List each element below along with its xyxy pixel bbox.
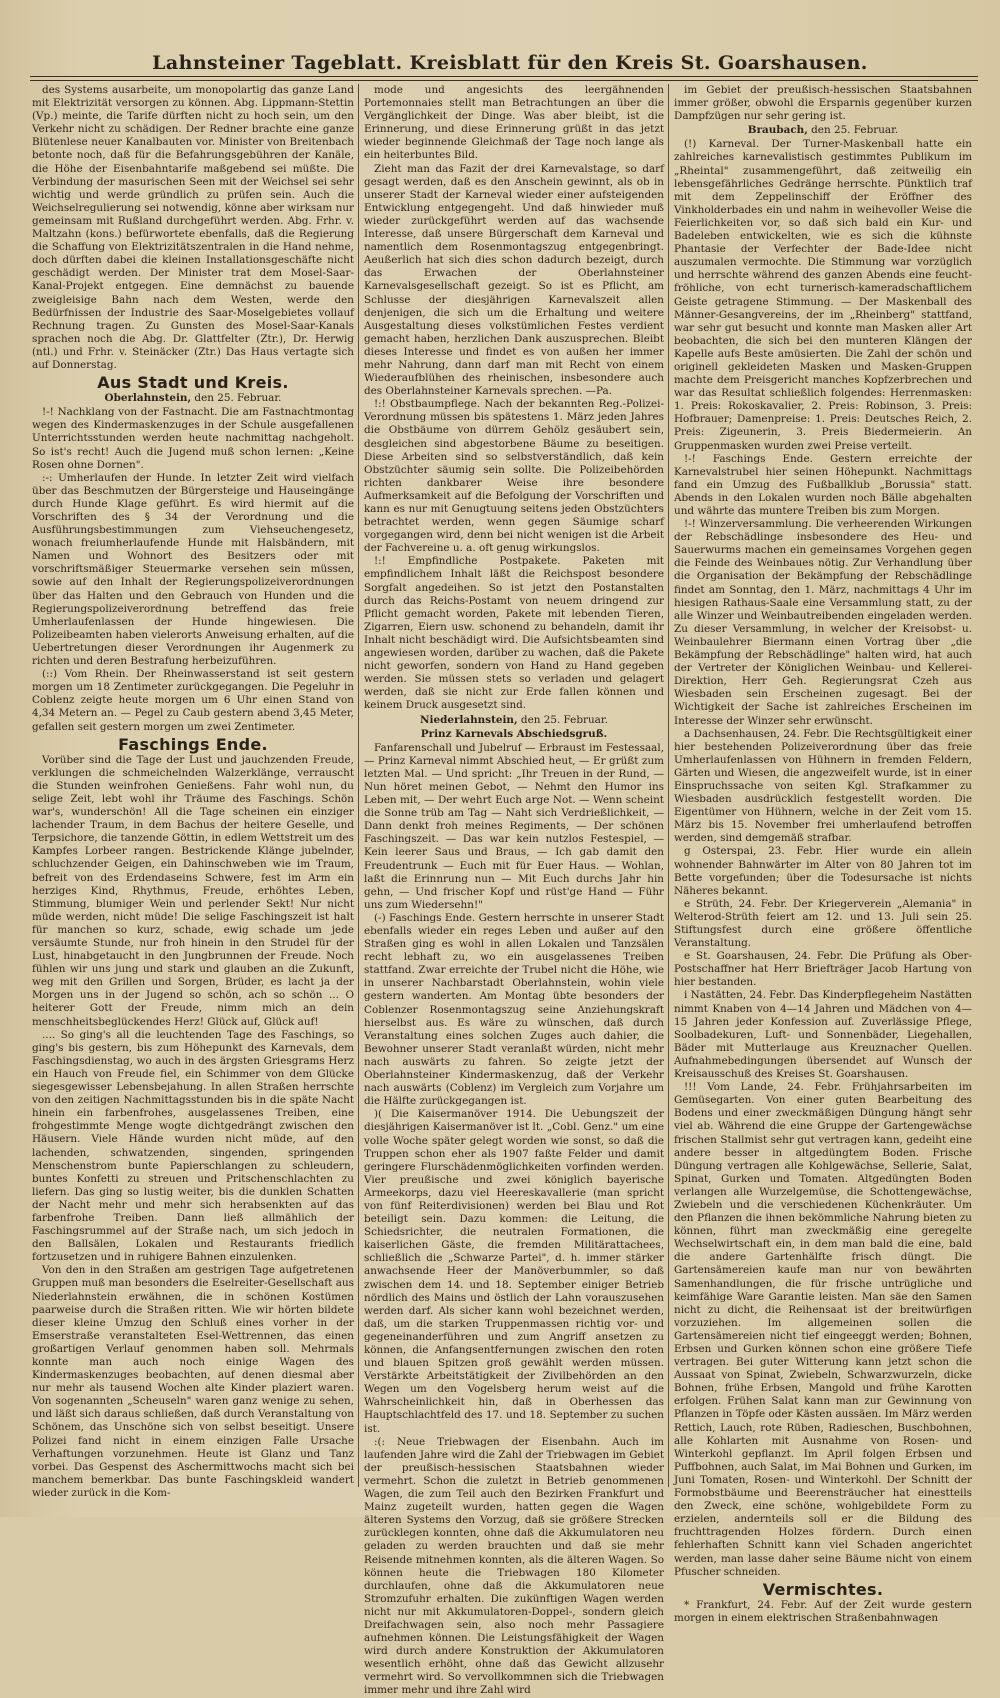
article-paragraph: * Frankfurt, 24. Febr. Auf der Zeit wurde gestern morgen in einem elektrischen Straßenbahnwagen <box>674 1598 972 1624</box>
column-separator <box>668 84 669 1487</box>
article-paragraph: e St. Goarshausen, 24. Febr. Die Prüfung als Ober-Postschaffner hat Herr Briefträger Jacob Hartung von hier bestanden. <box>674 950 972 989</box>
article-paragraph: Zieht man das Fazit der drei Karnevalstage, so darf gesagt werden, daß es den Anschein gewinnt, als ob in unserer Stadt der Karneval wieder einer aufsteigenden Entwicklung entgegengeht. Und daß hinwieder muß wieder zurückgeführt werden auf das wachsende Interesse, daß unsere Bürgerschaft dem Karneval und namentlich dem Rosenmontagszug entgegenbringt. Aeußerlich hat sich dies schon dadurch bezeigt, durch das Erwachen der Oberlahnsteiner Karnevalsgesellschaft gezeigt. So ist es Pflicht, am Schlusse der diesjährigen Karnevalszeit allen denjenigen, die sich um die Erhaltung und weitere Ausgestaltung dieses volkstümlichen Festes verdient gemacht haben, herzlichen Dank auszusprechen. Bleibt dieses Interesse und findet es von außen her immer mehr Nahrung, dann darf man mit Recht von einem Wiederaufblühen des rheinischen, insbesondere auch des Oberlahnsteiner Karnevals sprechen. —Pa. <box>364 162 664 398</box>
article-paragraph: !!! Vom Lande, 24. Febr. Frühjahrsarbeiten im Gemüsegarten. Von einer guten Bearbeitung des Bodens und einer zweckmäßigen Düngung hängt sehr viel ab. Während die eine Gruppe der Gartengewächse frischen Stallmist sehr gut vertragen kann, gedeiht eine andere besser in altgedüngtem Boden. Frische Düngung vertragen alle Kohlgewächse, Sellerie, Salat, Spinat, Gurken und Tomaten. Altgedüngten Boden verlangen alle Wurzelgemüse, die Schottengewächse, Zwiebeln und die verschiedenen Küchenkräuter. Um den Pflanzen die ihnen bekömmliche Nahrung bieten zu können, führt man zweckmäßig eine geregelte Wechselwirtschaft ein, in dem man bald die eine, bald die andere Gartenhälfte frisch düngt. Die Gartensämereien kaufe man nur von bewährten Samenhandlungen, die für frische untrügliche und keimfähige Ware Garantie leisten. Man säe den Samen nicht zu dicht, die Reihensaat ist der breitwürfigen vorzuziehen. Im allgemeinen sollen die Gartensämereien nicht tief eingeeggt werden; Bohnen, Erbsen und Gurken können schon eine größere Tiefe vertragen. Bei guter Witterung kann jetzt schon die Aussaat von Spinat, Zwiebeln, Schwarzwurzeln, dicke Bohnen, frühe Erbsen, Mangold und frühe Karotten erfolgen. Frühen Salat kann man zur Gewinnung von Pflanzen in Töpfe oder Kästen aussäen. Im März werden Rettich, Lauch, rote Rüben, Radieschen, Buschbohnen, alle Kohlarten mit Ausnahme von Rosen- und Winterkohl gepflanzt. Im April folgen Erbsen und Puffbohnen, auch Salat, im Mai Bohnen und Gurken, im Juni Tomaten, Rosen- und Winterkohl. Der Schnitt der Formobstbäume und Beerensträucher hat einestteils den Zweck, eine schöne, wohlgebildete Form zu erzielen, andernteils soll er die Bildung des fruchttragenden Holzes fördern. Durch einen fehlerhaften Schnitt kann viel Schaden angerichtet werden, man lasse daher seine Bäume nicht von einem Pfuscher schneiden. <box>674 1081 972 1578</box>
article-paragraph: Vorüber sind die Tage der Lust und jauchzenden Freude, verklungen die schmeichelnden Walzerklänge, verrauscht die Stunden weinfrohen Genießens. Fahr wohl nun, du selige Zeit, lebt wohl ihr Träume des Faschings. Schön war's, wunderschön! All die Tage scheinen ein einziger lachender Traum, in dem Bachus der heitere Geselle, und Terpsichore, die tanzende Göttin, in edlem Wettstreit um des Kampfes Lorbeer rangen. Bestrickende Klänge jubelnder, schluchzender Geigen, ein Dahinschweben wie im Traum, befreit von des Erdendaseins Schwere, fest im Arm ein herziges Kind, Rhythmus, Freude, erhöhtes Leben, Stimmung, blumiger Wein und perlender Sekt! Nur nicht müde werden, nicht müde! Die selige Faschingszeit ist halt für manchen so kurz, schade, ewig schade um jede versäumte Stunde, nur froh hinein in den Strudel für der Lust, hinabgetaucht in den Jungbrunnen der Freude. Noch fühlen wir uns jung und stark und glauben an die Zukunft, weg mit den Grillen und Sorgen, Brüder, es lacht ja der Morgen uns in der Jugend so schön, ach so schön ... O heiterer Gott der Freude, nimm mich an dein menschheitsbeglückendes Herz! Glück auf, Glück auf! <box>32 753 354 1028</box>
article-paragraph: !-! Nachklang von der Fastnacht. Die am Fastnachtmontag wegen des Kindermaskenzuges in der Schule ausgefallenen Unterrichtsstunden werden heute nachmittag nachgeholt. So ist's recht! Auch die Jugend muß schon lernen: „Keine Rosen ohne Dornen". <box>32 406 354 471</box>
section-heading: Vermischtes. <box>762 1579 884 1599</box>
dateline-date: den 25. Februar. <box>811 124 899 137</box>
article-paragraph: a Dachsenhausen, 24. Febr. Die Rechtsgültigkeit einer hier bestehenden Polizeiverordnung über das freie Umherlaufenlassen von Hühnern in fremden Feldern, Gärten und Wiesen, die angezweifelt wurde, ist in einer Einspruchssache von seiten Kgl. Strafkammer zu Wiesbaden ausdrücklich festgestellt worden. Die Eigentümer von Hühnern, welche in der Zeit vom 15. März bis 15. November frei umherlaufend betroffen werden, sind demgemäß strafbar. <box>674 727 972 845</box>
article-paragraph: des Systems ausarbeite, um monopolartig das ganze Land mit Elektrizität versorgen zu können. Abg. Lippmann-Stettin (Vp.) meinte, die Tarife dürften nicht zu hoch sein, um den Verkehr nicht zu schädigen. Der Redner brachte eine ganze Blütenlese neuer Kanalbauten vor. Minister von Breitenbach betonte noch, daß für die Befahrungsgebühren der Kanäle, die Höhe der Eisenbahntarife maßgebend sei müßte. Die Verbindung der masurischen Seen mit der Weichsel sei sehr wichtig und werde gründlich zu prüfen sein. Auch die Weichselregulierung sei notwendig, könne aber wirksam nur gemeinsam mit Rußland durchgeführt werden. Abg. Frhr. v. Maltzahn (kons.) befürwortete ebenfalls, daß die Regierung die Schaffung von Elektrizitätszentralen in die Hand nehme, doch dürften dabei die kleinen Installationsgeschäfte nicht geschädigt werden. Der Minister trat dem Mosel-Saar-Kanal-Projekt entgegen. Eine demnächst zu bauende zweigleisige Bahn nach dem Westen, werde den Bedürfnissen der Industrie des Saar-Moselgebietes vollauf Rechnung tragen. Zu Gunsten des Mosel-Saar-Kanals sprachen noch die Abg. Dr. Glattfelter (Ztr.), Dr. Herwig (ntl.) und Frhr. v. Steinäcker (Ztr.) Das Haus vertagte sich auf Donnerstag. <box>32 84 354 371</box>
column-2 <box>364 84 664 1697</box>
article-paragraph: (-) Faschings Ende. Gestern herrschte in unserer Stadt ebenfalls wieder ein reges Leben und außer auf den Straßen ging es wohl in allen Lokalen und Tanzsälen recht lebhaft zu, wo ein ausgelassenes Treiben stattfand. Zwar erreichte der Trubel nicht die Höhe, wie in unserer Nachbarstadt Oberlahnstein, wohin viele gestern wanderten. Am Montag übte besonders der Coblenzer Rosenmontagszug seine Anziehungskraft hierselbst aus. Es wäre zu wünschen, daß durch Veranstaltung eines solchen Zuges auch dahier, die Bewohner unserer Stadt veranlaßt würden, nicht mehr nach auswärts zu fahren. So zeigte jetzt der Oberlahnsteiner Kindermaskenzug, daß der Verkehr nach auswärts (Coblenz) im Vergleich zum Vorjahre um die Hälfte zurückgegangen ist. <box>364 911 664 1108</box>
article-paragraph: (::) Vom Rhein. Der Rheinwasserstand ist seit gestern morgen um 18 Zentimeter zurückgegangen. Die Pegeluhr in Coblenz zeigte heute morgen um 6 Uhr einen Stand von 4,34 Metern an. — Pegel zu Caub gestern abend 3,45 Meter, gefallen seit gestern morgen um zwei Zentimeter. <box>32 668 354 733</box>
dateline <box>32 392 354 405</box>
header-rule-thin <box>30 80 978 81</box>
article-paragraph: :(: Neue Triebwagen der Eisenbahn. Auch im laufenden Jahre wird die Zahl der Triebwagen im Gebiet der preußisch-hessischen Staatsbahnen wieder vermehrt. Schon die zuletzt in Betrieb genommenen Wagen, die zum Teil auch den Bezirken Frankfurt und Mainz zugeteilt wurden, hatten gegen die Wagen älteren Systems den Vorzug, daß sie größere Strecken zurücklegen konnten, ohne daß die Akkumulatoren neu geladen zu werden brauchten und daß sie mehr Reisende mitnehmen konnten, als die älteren Wagen. So können heute die Triebwagen 180 Kilometer durchlaufen, ohne daß die Akkumulatoren neue Stromzufuhr erhalten. Die zukünftigen Wagen werden nicht nur mit Akkumulatoren-Doppel-, sondern gleich Dreifachwagen sein, also noch mehr Passagiere aufnehmen können. Die Leistungsfähigkeit der Wagen wird durch andere Konstruktion der Akkumulatoren wesentlich erhöht, ohne daß das Gewicht allzusehr vermehrt wird. So vervollkommnen sich die Triebwagen immer mehr und ihre Zahl wird <box>364 1435 664 1697</box>
article-paragraph: !:! Empfindliche Postpakete. Paketen mit empfindlichem Inhalt läßt die Reichspost besondere Sorgfalt angedeihen. So ist jetzt den Postanstalten durch das Reichs-Postamt von neuem dringend zur Pflicht gemacht worden, Pakete mit lebenden Tieren, Zigarren, Eiern usw. schonend zu behandeln, damit ihr Inhalt nicht beschädigt wird. Die Aufsichtsbeamten sind angewiesen worden, darüber zu wachen, daß die Pakete nicht geworfen, sondern von Hand zu Hand gegeben werden. Sie müssen stets so verladen und gelagert werden, daß sie nicht zur Erde fallen können und keinem Druck ausgesetzt sind. <box>364 555 664 712</box>
article-paragraph: (!) Karneval. Der Turner-Maskenball hatte ein zahlreiches karnevalistisch gestimmtes Publikum im „Rheintal" zusammengeführt, daß zeitweilig ein lebensgefährliches Gedränge herrschte. Pünktlich traf mit dem Zeppelinschiff der Eröffner des Vinkholderbades ein und nahm in weihevoller Weise die Feierlichkeiten vor, so daß sich bald ein Kur- und Badeleben entwickelten, wie es sich die kühnste Phantasie der Verfechter der Bade-Idee nicht auszumalen vermochte. Die Stimmung war vorzüglich und herrschte während des ganzen Abends eine feucht-fröhliche, von echt turnerisch-kameradschaftlichem Geiste getragene Stimmung. — Der Maskenball des Männer-Gesangvereins, der im „Rheinberg" stattfand, war sehr gut besucht und konnte man Masken aller Art beobachten, die sich bei den munteren Klängen der Kapelle aufs Beste amüsierten. Die Zahl der schön und originell gekleideten Masken und Masken-Gruppen machte dem Preisgericht manches Kopfzerbrechen und war das Resultat schließlich folgendes: Herrenmasken: 1. Preis: Rokoskavalier, 2. Preis: Robinson, 3. Preis: Hofbrauer; Damenpreise: 1. Preis: Deutsches Reich, 2. Preis: Zigeunerin, 3. Preis Biedermeierin. An Gruppenmasken wurden zwei Preise verteilt. <box>674 138 972 452</box>
column-3 <box>674 84 972 1624</box>
article-paragraph: e Strüth, 24. Febr. Der Kriegerverein „Alemania" in Welterod-Strüth feiert am 12. und 13. Juli sein 25. Stiftungsfest durch eine größere öffentliche Veranstaltung. <box>674 897 972 950</box>
dateline-date: den 25. Februar. <box>194 392 282 405</box>
column-1 <box>32 84 354 1497</box>
masthead: Lahnsteiner Tageblatt. Kreisblatt für den Kreis St. Goarshausen. <box>152 52 868 74</box>
article-paragraph: )( Die Kaisermanöver 1914. Die Uebungszeit der diesjährigen Kaisermanöver ist lt. „Cobl. Genz." um eine volle Woche später gelegt worden wie sonst, so daß die Truppen schon eher als 1907 faßte Felder und damit geringere Flurschädenmöglichkeiten vorfinden werden. Vier preußische und zwei königlich bayerische Armeekorps, dazu viel Heereskavallerie (man spricht von fünf Reiterdivisionen) werden bei Blau und Rot beteiligt sein. Dazu kommen: die Leitung, die Schiedsrichter, die neutralen Formationen, die kaiserlichen Gäste, die fremden Militärattachees, schließlich die „Schwarze Partei", d. h. immer stärker anwachsende Heer der Manöverbummler, so daß zwischen dem 14. und 18. September einiger Betrieb nördlich des Mains und östlich der Lahn vorauszusehen werden darf. Als sicher kann wohl bezeichnet werden, daß, um die starken Truppenmassen richtig vor- und gegeneinanderführen und zum Angriff ansetzen zu können, die Anfangsentfernungen zwischen den roten und blauen Spitzen groß gewählt werden müssen. Verstärkte Arbeitstätigkeit der Zivilbehörden an den Wegen um den Vogelsberg herum weist auf die Wahrscheinlichkeit hin, daß in Oberhessen das Hauptschlachtfeld des 17. und 18. September zu suchen ist. <box>364 1108 664 1435</box>
column-separator <box>358 84 359 1487</box>
article-paragraph: g Osterspai, 23. Febr. Hier wurde ein allein wohnender Bahnwärter im Alter von 80 Jahren tot im Bette vorgefunden; über die Todesursache ist nichts Näheres bekannt. <box>674 845 972 897</box>
poem-title: Prinz Karnevals Abschiedsgruß. <box>420 727 608 740</box>
dateline-place: Oberlahnstein, <box>104 392 192 405</box>
dateline-place: Braubach, <box>747 124 808 137</box>
header-rule <box>30 76 978 77</box>
dateline-place: Niederlahnstein, <box>420 713 518 726</box>
article-paragraph: .... So ging's all die leuchtenden Tage des Faschings, so ging's bis gestern, bis zum Höhepunkt des Karnevals, dem Faschingsdienstag, wo auch in des ärgsten Griesgrams Herz ein Hauch von Freude fiel, ein Schimmer von dem Glücke siegesgewisser Lebensbejahung. In allen Straßen herrschte von den zeitigen Nachmittagsstunden bis in die späte Nacht hinein ein farbenfrohes, ausgelassenes Treiben, eine frohgestimmte Menge wogte dichtgedrängt zwischen den Häusern. Viele Hände wurden nicht müde, auf den lachenden, schwatzenden, singenden, springenden Menschenstrom bunte Papierschlangen zu schleudern, buntes Konfetti zu streuen und Pritschenschlachten zu liefern. Das ging so lustig weiter, bis die dunklen Schatten der Nacht mehr und mehr sich herabsenkten auf das farbenfrohe Treiben. Dann ließ allmählich der Faschingsrummel auf der Straße nach, um sich jedoch in den Ballsälen, Lokalen und Restaurants friedlich fortzusetzen und in ruhigere Bahnen einzulenken. <box>32 1028 354 1264</box>
article-paragraph: !:! Obstbaumpflege. Nach der bekannten Reg.-Polizei-Verordnung müssen bis spätestens 1. März jeden Jahres die Obstbäume von dürrem Gehölz gesäubert sein, desgleichen sind abgestorbene Bäume zu beseitigen. Diese Arbeiten sind so selbstverständlich, daß kein Obstzüchter säumig sein sollte. Die Polizeibehörden richten dankbarer Weise ihre besondere Aufmerksamkeit auf die Befolgung der Vorschriften und kann es nur mit Genugtuung seitens jeden Obstzüchters betrachtet werden, wenn gegen Säumige scharf vorgegangen wird, denn bei nicht wenigen ist die Arbeit der Fachvereine u. a. oft genug wirkungslos. <box>364 398 664 555</box>
dateline <box>674 124 972 137</box>
section-heading: Faschings Ende. <box>118 734 268 754</box>
poem-text: Fanfarenschall und Jubelruf — Erbraust im Festessaal, — Prinz Karneval nimmt Abschied heut, — Er grüßt zum letzten Mal. — Und spricht: „Ihr Treuen in der Rund, — Nun höret meinen Gebot, — Nehmt den Humor ins Leben mit, — Der wehrt Euch arge Not. — Wenn scheint die Sonne trüb am Tag — Naht sich Verdrießlichkeit, — Dann denkt froh meines Regiments, — Der schönen Faschingszeit. — Das war kein nutzlos Festespiel, — Kein leerer Saus und Braus, — Ich gab damit den Freudentrunk — Euch mit für Euer Haus. — Wohlan, laßt die Erinnrung nun — Mit Euch durchs Jahr hin gehn, — Und frischer Kopf und rüst'ge Hand — Führ uns zum Wiedersehn!" <box>364 741 664 911</box>
dateline-date: den 25. Februar. <box>520 713 608 726</box>
dateline <box>364 714 664 727</box>
article-paragraph: i Nastätten, 24. Febr. Das Kinderpflegeheim Nastätten nimmt Knaben von 4—14 Jahren und Mädchen von 4—15 Jahren jeder Konfession auf. Zuverlässige Pflege, Soolbadekuren, Luft- und Sonnenbäder, Liegehallen, Bäder mit Mutterlauge aus Kreuznacher Quellen. Aufnahmebedingungen übersendet auf Wunsch der Kreisausschuß des Kreises St. Goarshausen. <box>674 989 972 1081</box>
article-paragraph: :-: Umherlaufen der Hunde. In letzter Zeit wird vielfach über das Beschmutzen der Bürgersteige und Hauseingänge durch Hunde Klage geführt. Es wird hiermit auf die Vorschriften des § 34 der Verordnung und die Ausführungsbestimmungen zum Viehseuchengesetz, wonach freiumherlaufende Hunde mit Halsbändern, mit Namen und Wohnort des Besitzers oder mit vorschriftsmäßiger Steuermarke versehen sein müssen, sowie auf den Inhalt der Regierungspolizeiverordnungen über das Halten und den Gebrauch von Hunden und die Regierungspolizeiverordnung betreffend das freie Umherlaufenlassen der Hunde hingewiesen. Die Polizeibeamten haben vielerorts Anweisung erhalten, auf die Uebertretungen dieser Verordnungen ihr Augenmerk zu richten und deren Bestrafung herbeizuführen. <box>32 471 354 668</box>
article-paragraph: Von den in den Straßen am gestrigen Tage aufgetretenen Gruppen muß man besonders die Eselreiter-Gesellschaft aus Niederlahnstein erwähnen, die in schönen Kostümen paarweise durch die Straßen ritten. Wie wir hörten bildete dieser kleine Umzug den Schluß eines vorher in der Emserstraße veranstalteten Esel-Wettrennen, das einen großartigen Verlauf genommen haben soll. Mehrmals konnte man auch noch einige Wagen des Kindermaskenzuges beobachten, auf denen diesmal aber nur mehr als tausend Wochen alte Kinder plaziert waren. Von sogenannten „Scheuseln" waren ganz wenige zu sehen, und läßt sich daraus schließen, daß durch Veranstaltung von Schönem, das Unschöne sich von selbst beseitigt. Unsere Polizei fand nicht in einem einzigen Falle Ursache Verhaftungen vorzunehmen. Heute ist Glanz und Tanz vorbei. Das Gespenst des Aschermittwochs macht sich bei manchem bemerkbar. Das bunte Faschingskleid wandert wieder zurück in die Kom- <box>32 1264 354 1499</box>
section-heading: Aus Stadt und Kreis. <box>97 373 289 393</box>
article-paragraph: !-! Winzerversammlung. Die verheerenden Wirkungen der Rebschädlinge insbesondere des Heu- und Sauerwurms machen ein gemeinsames Vorgehen gegen die Feinde des Weinbaues nötig. Zur Verhandlung über die Organisation der Bekämpfung der Rebschädlinge findet am Sonntag, den 1. März, nachmittags 4 Uhr im hiesigen Rathaus-Saale eine Versammlung statt, zu der alle Winzer und Weinbautreibenden eingeladen werden. Zu dieser Versammlung, in welcher der Kreisobst- u. Weinbaulehrer Biermann einen Vortrag über „die Bekämpfung der Rebschädlinge" halten wird, hat auch der Vertreter der Königlichen Weinbau- und Kellerei-Direktion, Herr Geh. Regierungsrat Czeh aus Wiesbaden sein Erscheinen zugesagt. Bei der Wichtigkeit der Sache ist zahlreiches Erscheinen im Interesse der Winzer sehr erwünscht. <box>674 518 972 727</box>
article-paragraph: im Gebiet der preußisch-hessischen Staatsbahnen immer größer, obwohl die Ersparnis gegenüber kurzen Dampfzügen nur sehr gering ist. <box>674 84 972 123</box>
article-paragraph: !-! Faschings Ende. Gestern erreichte der Karnevalstrubel hier seinen Höhepunkt. Nachmittags fand ein Umzug des Fußballklub „Borussia" statt. Abends in den Lokalen wurden noch Bälle abgehalten und währte das muntere Treiben bis zum Morgen. <box>674 452 972 517</box>
article-paragraph: mode und angesichts des leergähnenden Portemonnaies stellt man Betrachtungen an über die Vergänglichkeit der Dinge. Was aber bleibt, ist die Erinnerung, und diese Erinnerung grüßt in das jetzt wieder beginnende Gleichmaß der Tage noch lange als ein heiterbuntes Bild. <box>364 84 664 162</box>
